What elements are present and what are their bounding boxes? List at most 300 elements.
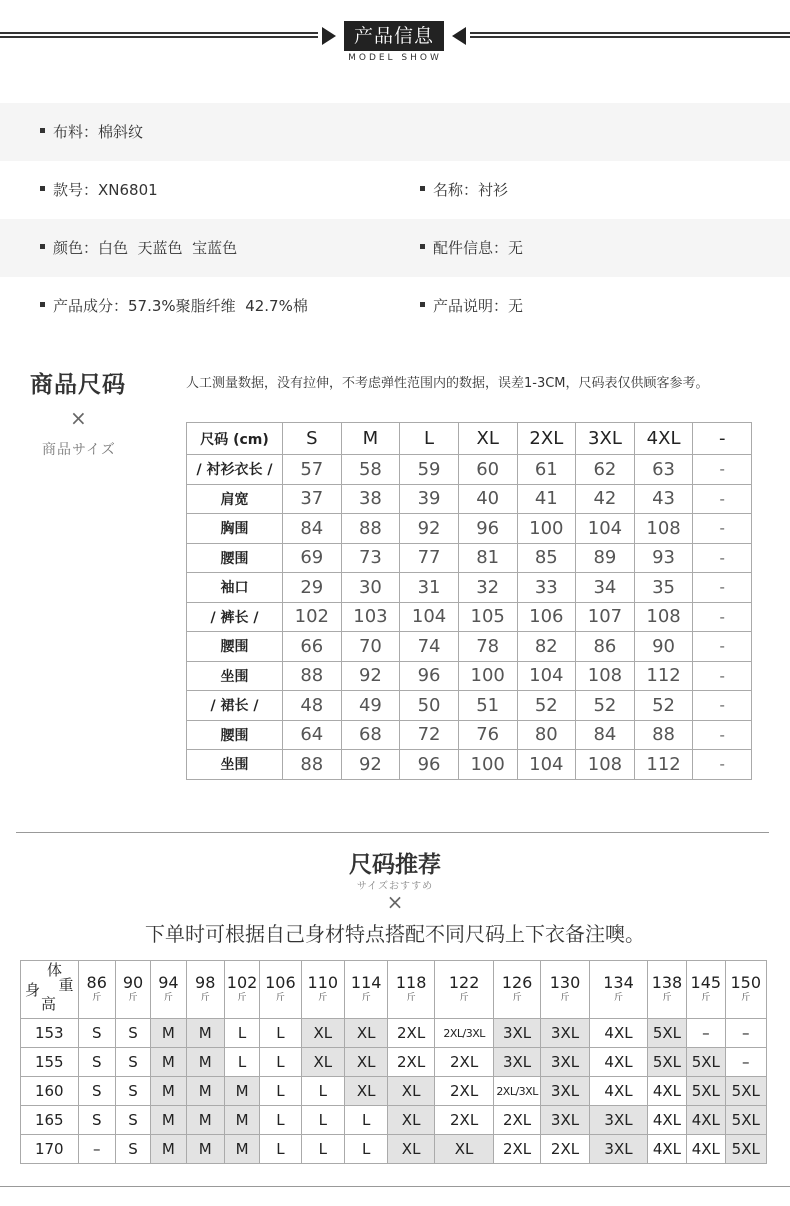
weight-value: 106 (265, 973, 296, 993)
size-cell: - (693, 720, 752, 750)
divider (16, 832, 769, 833)
weight-header-cell (345, 961, 388, 1019)
weight-unit: 斤 (237, 993, 247, 1004)
size-cell: 100 (458, 661, 517, 691)
size-cell: 104 (576, 514, 635, 544)
size-cell: 59 (400, 455, 459, 485)
size-cell: 72 (400, 720, 459, 750)
size-header-label: 尺码 (cm) (187, 423, 283, 455)
weight-unit: 斤 (406, 993, 416, 1004)
size-row-label: 腰围 (187, 632, 283, 662)
cross-icon: × (386, 890, 404, 914)
size-header-cell: XL (458, 423, 517, 455)
size-cell: - (693, 750, 752, 780)
size-row-label: 腰围 (187, 720, 283, 750)
divider (0, 1186, 790, 1187)
size-recommend-cell: 2XL (388, 1019, 434, 1048)
weight-unit: 斤 (200, 993, 210, 1004)
weight-header-cell (78, 961, 115, 1019)
size-row-label: / 衬衫衣长 / (187, 455, 283, 485)
size-cell: 100 (458, 750, 517, 780)
size-table (186, 422, 752, 780)
size-cell: 89 (576, 543, 635, 573)
size-cell: 86 (576, 632, 635, 662)
size-recommend-cell: 2XL (434, 1048, 494, 1077)
table-row (21, 1106, 767, 1135)
size-recommend-cell: 2XL/3XL (434, 1019, 494, 1048)
size-recommend-cell: 4XL (647, 1135, 686, 1164)
size-row-label: 坐围 (187, 661, 283, 691)
size-table-header (187, 423, 752, 455)
size-recommend-cell: XL (345, 1019, 388, 1048)
weight-unit: 斤 (560, 993, 570, 1004)
size-recommend-cell: 3XL (540, 1019, 589, 1048)
size-recommend-cell: L (260, 1048, 301, 1077)
corner-weight-b: 重 (58, 976, 74, 994)
size-row-label: 胸围 (187, 514, 283, 544)
size-cell: 93 (634, 543, 693, 573)
weight-value: 114 (350, 973, 382, 993)
corner-height-b: 高 (41, 995, 57, 1013)
banner-right-lines (470, 32, 790, 38)
weight-header-cell (434, 961, 494, 1019)
table-row (187, 455, 752, 485)
table-row (187, 750, 752, 780)
weight-header-cell (687, 961, 725, 1019)
banner-left-lines (0, 32, 318, 38)
size-cell: 51 (458, 691, 517, 721)
size-recommend-cell: M (224, 1135, 259, 1164)
corner-height-a: 身 (25, 981, 41, 999)
size-cell: 84 (283, 514, 342, 544)
size-recommend-cell: XL (345, 1077, 388, 1106)
ribbon-left-arrow (322, 27, 336, 45)
table-row (21, 1019, 767, 1048)
size-recommend-cell: M (186, 1019, 224, 1048)
size-cell: 108 (634, 514, 693, 544)
size-cell: 108 (634, 602, 693, 632)
height-cell: 165 (21, 1106, 79, 1135)
size-recommend-cell: S (78, 1048, 115, 1077)
table-row (187, 661, 752, 691)
size-recommend-cell: 4XL (687, 1106, 725, 1135)
size-recommend-cell: 3XL (540, 1077, 589, 1106)
table-row (187, 514, 752, 544)
size-recommend-cell: L (301, 1135, 344, 1164)
size-cell: 108 (576, 661, 635, 691)
weight-value: 110 (307, 973, 339, 993)
table-row (187, 632, 752, 662)
size-recommend-cell: 5XL (687, 1077, 725, 1106)
size-recommend-cell: 4XL (590, 1048, 648, 1077)
weight-header-cell (647, 961, 686, 1019)
size-cell: 66 (283, 632, 342, 662)
size-cell: 68 (341, 720, 400, 750)
size-recommend-cell: M (224, 1106, 259, 1135)
weight-unit: 斤 (361, 993, 371, 1004)
table-row (187, 484, 752, 514)
size-header-cell: 2XL (517, 423, 576, 455)
size-cell: 43 (634, 484, 693, 514)
table-row (187, 543, 752, 573)
size-cell: - (693, 514, 752, 544)
size-recommend-cell: 5XL (725, 1135, 767, 1164)
size-cell: 107 (576, 602, 635, 632)
size-recommend-cell: 3XL (590, 1135, 648, 1164)
recommend-title: 尺码推荐 (349, 852, 441, 878)
size-cell: 88 (341, 514, 400, 544)
size-recommend-cell: 2XL (388, 1048, 434, 1077)
bullet-icon (420, 302, 425, 307)
weight-header-cell (115, 961, 150, 1019)
size-header-cell: 3XL (576, 423, 635, 455)
size-recommend-cell: 2XL (434, 1077, 494, 1106)
recommend-subtitle: サイズおすすめ (356, 881, 434, 892)
size-cell: 31 (400, 573, 459, 603)
weight-value: 102 (226, 973, 258, 993)
size-header-cell: - (693, 423, 752, 455)
weight-value: 118 (395, 973, 427, 993)
size-recommend-cell: 2XL (494, 1135, 540, 1164)
corner-weight-a: 体 (47, 961, 63, 979)
weight-unit: 斤 (128, 993, 138, 1004)
size-cell: 96 (400, 750, 459, 780)
weight-unit: 斤 (459, 993, 469, 1004)
bullet-icon (40, 302, 45, 307)
size-cell: 104 (517, 750, 576, 780)
weight-value: 122 (448, 973, 480, 993)
weight-unit: 斤 (614, 993, 624, 1004)
size-cell: 48 (283, 691, 342, 721)
weight-value: 134 (603, 973, 634, 993)
size-cell: 92 (341, 661, 400, 691)
weight-unit: 斤 (275, 993, 285, 1004)
size-cell: 112 (634, 750, 693, 780)
size-cell: - (693, 573, 752, 603)
size-cell: 85 (517, 543, 576, 573)
size-recommend-cell: M (186, 1135, 224, 1164)
bullet-icon (420, 244, 425, 249)
size-header-cell: M (341, 423, 400, 455)
size-recommend-cell: L (345, 1135, 388, 1164)
size-recommend-cell: L (224, 1048, 259, 1077)
size-recommend-cell: L (224, 1019, 259, 1048)
height-cell: 160 (21, 1077, 79, 1106)
size-recommend-cell: – (725, 1048, 767, 1077)
info-style-no: 款号：XN6801 (53, 181, 158, 199)
weight-unit: 斤 (92, 993, 102, 1004)
size-cell: 39 (400, 484, 459, 514)
size-cell: 58 (341, 455, 400, 485)
weight-value: 138 (651, 973, 683, 993)
size-recommend-cell: S (115, 1135, 150, 1164)
size-row-label: 坐围 (187, 750, 283, 780)
size-cell: - (693, 632, 752, 662)
size-cell: 105 (458, 602, 517, 632)
size-cell: 69 (283, 543, 342, 573)
size-cell: 73 (341, 543, 400, 573)
weight-header-cell (224, 961, 259, 1019)
weight-header-cell (494, 961, 540, 1019)
size-recommend-cell: XL (345, 1048, 388, 1077)
size-cell: - (693, 543, 752, 573)
info-description: 产品说明：无 (433, 297, 524, 315)
size-recommend-cell: M (151, 1048, 186, 1077)
size-cell: 106 (517, 602, 576, 632)
size-cell: 37 (283, 484, 342, 514)
size-cell: 96 (458, 514, 517, 544)
weight-unit: 斤 (701, 993, 711, 1004)
weight-value: 98 (195, 973, 216, 993)
info-row-style (0, 161, 790, 219)
size-cell: 41 (517, 484, 576, 514)
corner-labels (21, 961, 78, 1018)
bullet-icon (40, 244, 45, 249)
size-section-subtitle: 商品サイズ (42, 442, 116, 458)
weight-header-cell (388, 961, 434, 1019)
ribbon-right-arrow (452, 27, 466, 45)
size-recommend-cell: S (115, 1019, 150, 1048)
size-cell: 42 (576, 484, 635, 514)
table-row (21, 1048, 767, 1077)
weight-header-cell (540, 961, 589, 1019)
size-cell: 61 (517, 455, 576, 485)
size-recommend-cell: 5XL (687, 1048, 725, 1077)
size-recommend-cell: 3XL (494, 1019, 540, 1048)
size-recommend-cell: 5XL (725, 1106, 767, 1135)
size-recommend-cell: 2XL/3XL (494, 1077, 540, 1106)
size-recommend-cell: L (260, 1019, 301, 1048)
weight-header-cell (590, 961, 648, 1019)
size-recommend-cell: XL (388, 1135, 434, 1164)
size-recommend-cell: M (151, 1019, 186, 1048)
size-cell: 74 (400, 632, 459, 662)
size-recommend-cell: M (151, 1077, 186, 1106)
size-recommend-cell: M (186, 1077, 224, 1106)
info-row-colors (0, 219, 790, 277)
size-cell: 33 (517, 573, 576, 603)
size-recommend-cell: M (151, 1135, 186, 1164)
size-row-label: / 裙长 / (187, 691, 283, 721)
recommend-table (20, 960, 767, 1164)
size-recommend-cell: 4XL (647, 1106, 686, 1135)
size-cell: 50 (400, 691, 459, 721)
table-row (21, 1135, 767, 1164)
size-cell: 84 (576, 720, 635, 750)
table-row (187, 691, 752, 721)
table-row (187, 602, 752, 632)
size-row-label: 袖口 (187, 573, 283, 603)
size-recommend-cell: S (115, 1106, 150, 1135)
size-cell: 52 (517, 691, 576, 721)
size-recommend-cell: XL (301, 1048, 344, 1077)
size-recommend-cell: 3XL (540, 1106, 589, 1135)
recommend-note: 下单时可根据自己身材特点搭配不同尺码上下衣备注噢。 (145, 922, 645, 946)
size-header-cell: S (283, 423, 342, 455)
size-recommend-cell: L (260, 1106, 301, 1135)
bullet-icon (420, 186, 425, 191)
size-cell: 29 (283, 573, 342, 603)
banner-subtitle: MODEL SHOW (348, 53, 442, 63)
size-cell: 57 (283, 455, 342, 485)
size-recommend-cell: 5XL (647, 1019, 686, 1048)
info-colors: 颜色：白色 天蓝色 宝蓝色 (53, 239, 238, 257)
recommend-table-header (21, 961, 767, 1019)
size-recommend-cell: 2XL (540, 1135, 589, 1164)
size-cell: 62 (576, 455, 635, 485)
weight-value: 86 (86, 973, 107, 993)
size-section-title: 商品尺码 (30, 372, 126, 398)
height-cell: 170 (21, 1135, 79, 1164)
size-recommend-cell: 4XL (647, 1077, 686, 1106)
height-cell: 155 (21, 1048, 79, 1077)
size-recommend-cell: L (301, 1106, 344, 1135)
size-cell: 52 (576, 691, 635, 721)
size-cell: 96 (400, 661, 459, 691)
size-recommend-cell: 5XL (647, 1048, 686, 1077)
weight-value: 126 (501, 973, 533, 993)
size-cell: 60 (458, 455, 517, 485)
size-row-label: 腰围 (187, 543, 283, 573)
info-row-fabric (0, 103, 790, 161)
info-row-composition (0, 277, 790, 335)
size-recommend-cell: 2XL (494, 1106, 540, 1135)
bullet-icon (40, 128, 45, 133)
size-cell: - (693, 661, 752, 691)
weight-unit: 斤 (318, 993, 328, 1004)
bullet-icon (40, 186, 45, 191)
weight-value: 145 (690, 973, 722, 993)
height-cell: 153 (21, 1019, 79, 1048)
size-cell: 92 (400, 514, 459, 544)
table-row (187, 573, 752, 603)
size-recommend-cell: – (725, 1019, 767, 1048)
size-cell: 81 (458, 543, 517, 573)
size-cell: - (693, 455, 752, 485)
size-recommend-cell: L (260, 1077, 301, 1106)
size-recommend-cell: L (345, 1106, 388, 1135)
size-cell: 80 (517, 720, 576, 750)
size-cell: 38 (341, 484, 400, 514)
size-cell: 108 (576, 750, 635, 780)
size-cell: 100 (517, 514, 576, 544)
size-cell: - (693, 602, 752, 632)
size-cell: 103 (341, 602, 400, 632)
size-cell: - (693, 691, 752, 721)
weight-unit: 斤 (662, 993, 672, 1004)
size-recommend-cell: XL (434, 1135, 494, 1164)
size-recommend-cell: 3XL (540, 1048, 589, 1077)
size-recommend-cell: L (260, 1135, 301, 1164)
size-header-cell: L (400, 423, 459, 455)
weight-value: 90 (122, 973, 144, 993)
size-recommend-cell: XL (388, 1077, 434, 1106)
banner-title: 产品信息 (344, 21, 444, 51)
size-header-cell: 4XL (634, 423, 693, 455)
size-cell: 34 (576, 573, 635, 603)
size-recommend-cell: M (151, 1106, 186, 1135)
size-cell: - (693, 484, 752, 514)
weight-value: 150 (730, 973, 762, 993)
size-cell: 77 (400, 543, 459, 573)
weight-value: 130 (549, 973, 581, 993)
size-cell: 104 (400, 602, 459, 632)
size-recommend-cell: XL (388, 1106, 434, 1135)
size-note: 人工测量数据，没有拉伸，不考虑弹性范围内的数据，误差1-3CM，尺码表仅供顾客参考。 (186, 376, 709, 391)
size-cell: 102 (283, 602, 342, 632)
size-recommend-cell: 3XL (494, 1048, 540, 1077)
size-row-label: / 裤长 / (187, 602, 283, 632)
section-banner (0, 18, 790, 68)
size-recommend-cell: M (186, 1106, 224, 1135)
size-recommend-cell: 5XL (725, 1077, 767, 1106)
size-recommend-cell: M (224, 1077, 259, 1106)
info-accessories: 配件信息：无 (433, 239, 524, 257)
size-cell: 88 (283, 661, 342, 691)
size-recommend-cell: 4XL (687, 1135, 725, 1164)
size-cell: 112 (634, 661, 693, 691)
size-recommend-cell: S (78, 1019, 115, 1048)
size-cell: 52 (634, 691, 693, 721)
size-cell: 88 (634, 720, 693, 750)
size-cell: 32 (458, 573, 517, 603)
size-cell: 88 (283, 750, 342, 780)
size-recommend-cell: – (78, 1135, 115, 1164)
size-cell: 35 (634, 573, 693, 603)
size-cell: 90 (634, 632, 693, 662)
size-recommend-cell: – (687, 1019, 725, 1048)
size-recommend-cell: S (115, 1077, 150, 1106)
size-row-label: 肩宽 (187, 484, 283, 514)
weight-unit: 斤 (741, 993, 751, 1004)
size-cell: 76 (458, 720, 517, 750)
size-cell: 70 (341, 632, 400, 662)
weight-header-cell (725, 961, 767, 1019)
weight-header-cell (260, 961, 301, 1019)
info-fabric: 布料：棉斜纹 (53, 123, 144, 141)
size-recommend-cell: S (78, 1077, 115, 1106)
weight-unit: 斤 (512, 993, 522, 1004)
weight-header-cell (301, 961, 344, 1019)
size-cell: 104 (517, 661, 576, 691)
size-cell: 78 (458, 632, 517, 662)
size-cell: 82 (517, 632, 576, 662)
size-cell: 92 (341, 750, 400, 780)
size-recommend-cell: 4XL (590, 1077, 648, 1106)
size-recommend-cell: M (186, 1048, 224, 1077)
size-recommend-cell: 4XL (590, 1019, 648, 1048)
weight-unit: 斤 (163, 993, 173, 1004)
table-corner-cell (21, 961, 79, 1019)
size-cell: 63 (634, 455, 693, 485)
size-cell: 64 (283, 720, 342, 750)
info-name: 名称：衬衫 (433, 181, 509, 199)
size-cell: 30 (341, 573, 400, 603)
size-recommend-cell: 2XL (434, 1106, 494, 1135)
weight-header-cell (151, 961, 186, 1019)
info-composition: 产品成分：57.3%聚脂纤维 42.7%棉 (53, 297, 308, 315)
weight-header-cell (186, 961, 224, 1019)
size-recommend-cell: 3XL (590, 1106, 648, 1135)
size-recommend-cell: L (301, 1077, 344, 1106)
size-recommend-cell: S (115, 1048, 150, 1077)
cross-icon: × (70, 406, 87, 430)
weight-value: 94 (158, 973, 179, 993)
size-recommend-cell: S (78, 1106, 115, 1135)
size-recommend-cell: XL (301, 1019, 344, 1048)
table-row (21, 1077, 767, 1106)
table-row (187, 720, 752, 750)
